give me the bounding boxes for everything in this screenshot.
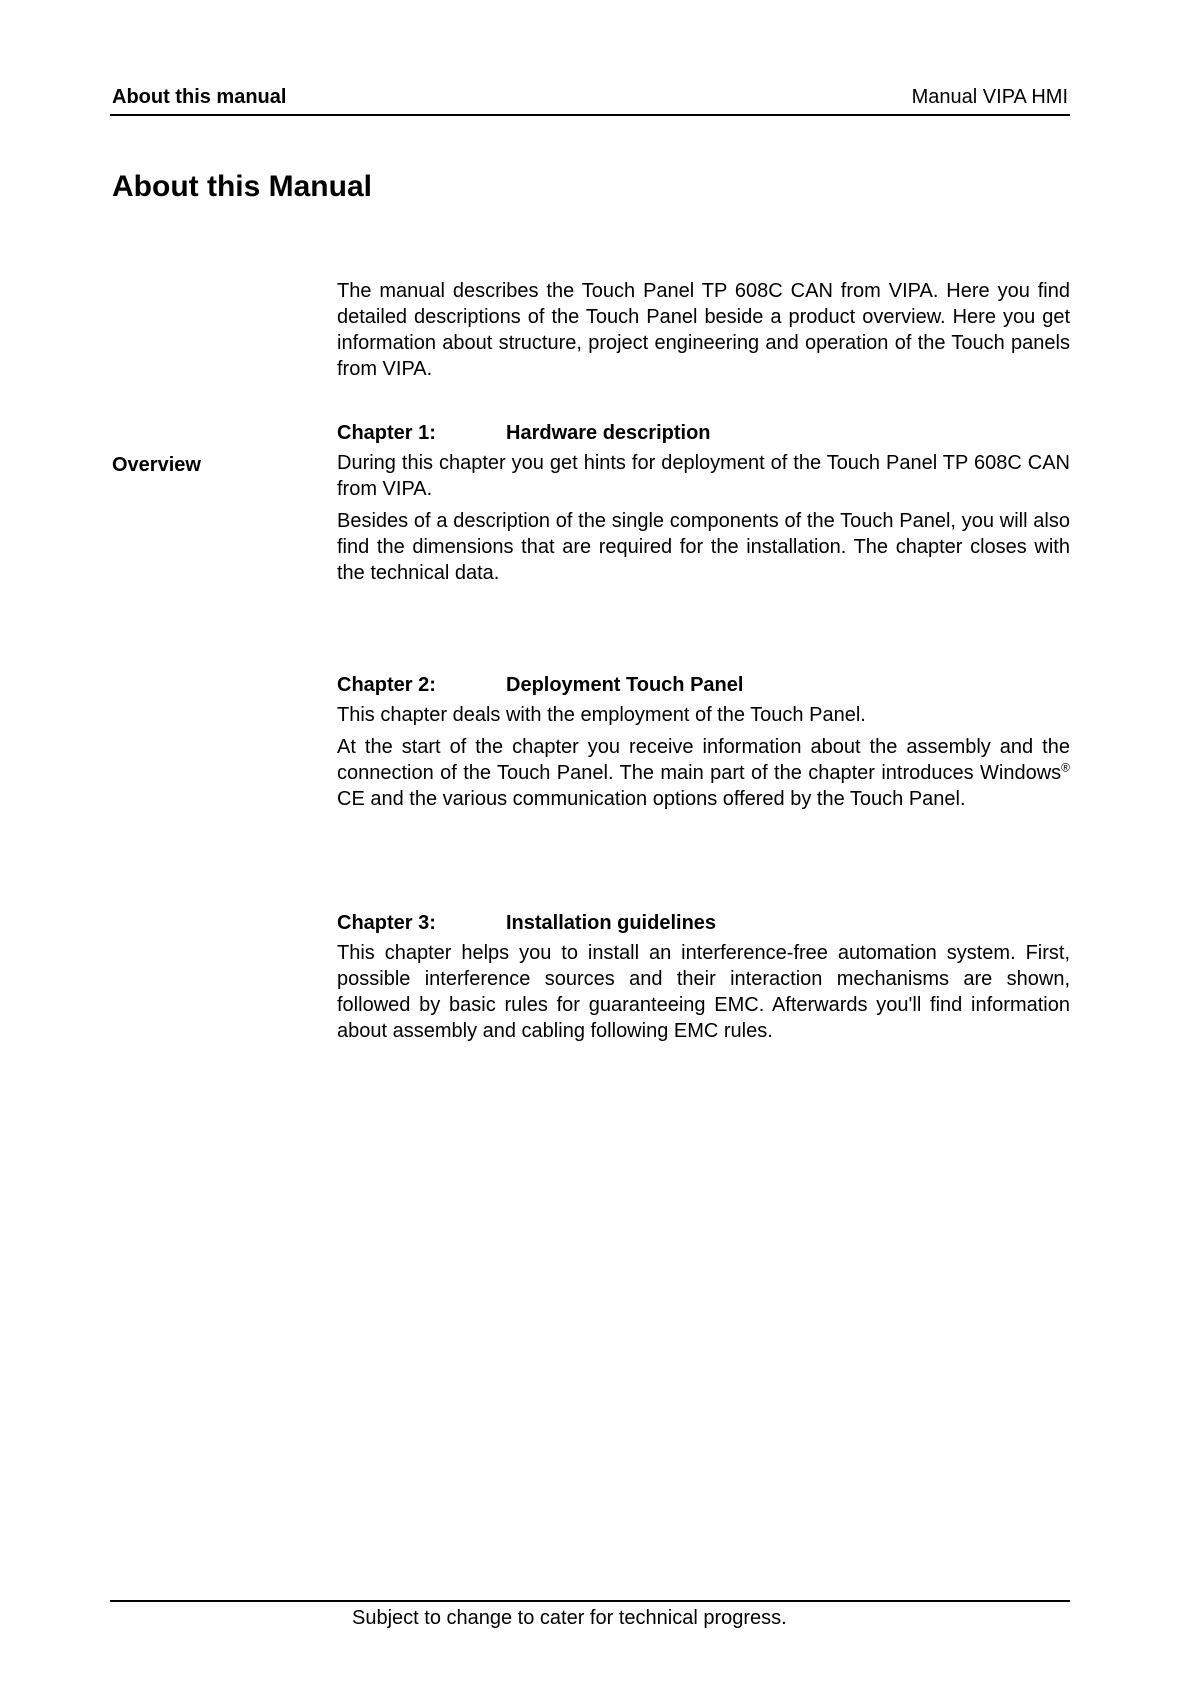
chapter-title: Installation guidelines — [506, 912, 717, 934]
chapter-title: Deployment Touch Panel — [506, 674, 744, 696]
chapter-heading — [337, 910, 1070, 940]
overview-side-label: Overview — [112, 454, 201, 476]
header-manual-name: Manual VIPA HMI — [911, 86, 1068, 108]
chapter-text: At the start of the chapter you receive information about the assembly and the connection of the Touch Panel. The main part of the chapter introduces Windows — [337, 736, 1070, 784]
chapter-paragraph: This chapter deals with the employment of the Touch Panel. — [337, 704, 866, 726]
chapter-2 — [337, 672, 1070, 818]
chapter-3 — [337, 910, 1070, 1050]
footer-note: Subject to change to cater for technical progress. — [352, 1607, 787, 1629]
page-header — [110, 86, 1070, 116]
page-title: About this Manual — [112, 170, 372, 203]
chapter-heading — [337, 672, 1070, 702]
chapter-1 — [337, 420, 1070, 592]
chapter-paragraph: Besides of a description of the single components of the Touch Panel, you will also find the dimensions that are required for the installation. The chapter closes with the technical data. — [337, 510, 1070, 584]
chapter-heading — [337, 420, 1070, 450]
chapter-text: CE and the various communication options offered by the Touch Panel. — [337, 788, 966, 810]
chapter-number: Chapter 1: — [337, 422, 436, 444]
chapter-title: Hardware description — [506, 422, 711, 444]
chapter-paragraph — [337, 734, 1070, 812]
header-section-title: About this manual — [112, 86, 287, 108]
chapter-number: Chapter 3: — [337, 912, 436, 934]
intro-paragraph: The manual describes the Touch Panel TP 608C CAN from VIPA. Here you find detailed descriptions of the Touch Panel beside a product overview. Here you get information about structure, project engineering and operation of the Touch panels from VIPA. — [337, 280, 1070, 380]
chapter-paragraph: During this chapter you get hints for deployment of the Touch Panel TP 608C CAN from VIPA. — [337, 452, 1070, 500]
chapter-paragraph: This chapter helps you to install an interference-free automation system. First, possible interference sources and their interaction mechanisms are shown, followed by basic rules for guaranteeing EMC. Afterwards you'll find information about assembly and cabling following EMC rules. — [337, 942, 1070, 1042]
registered-mark: ® — [1061, 760, 1070, 775]
footer-rule — [110, 1600, 1070, 1602]
chapter-number: Chapter 2: — [337, 674, 436, 696]
